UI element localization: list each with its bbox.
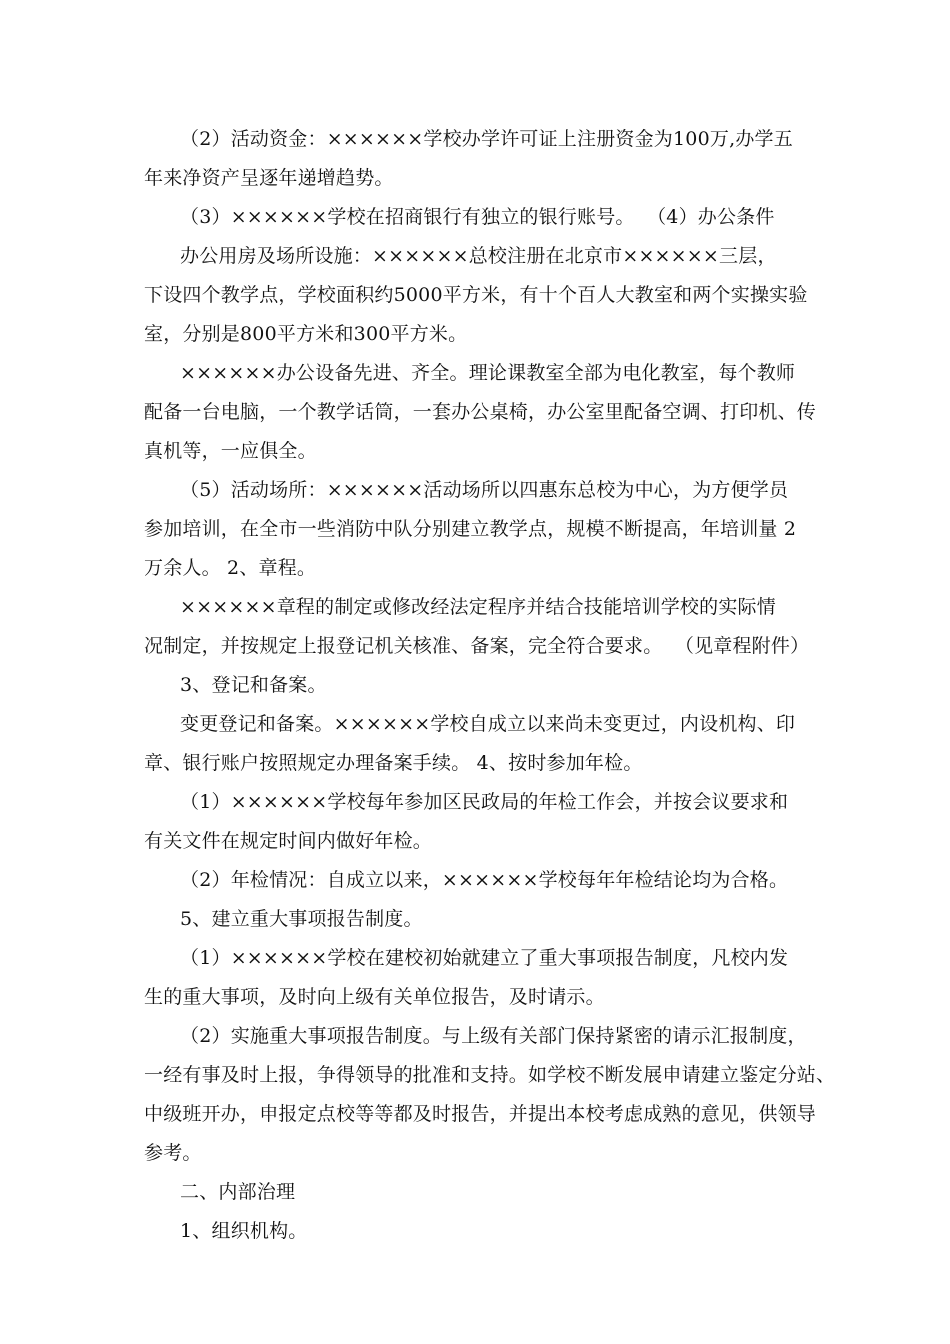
- text-line: （2）活动资金：××××××学校办学许可证上注册资金为100万,办学五: [180, 128, 793, 150]
- text-line: 办公用房及场所设施：××××××总校注册在北京市××××××三层，: [180, 245, 777, 267]
- text-line: 章、银行账户按照规定办理备案手续。 4、按时参加年检。: [144, 752, 643, 774]
- text-line: 参考。: [144, 1142, 202, 1164]
- text-line: （1）××××××学校在建校初始就建立了重大事项报告制度，凡校内发: [180, 947, 789, 969]
- text-line: 生的重大事项，及时向上级有关单位报告，及时请示。: [144, 986, 605, 1008]
- text-line: （3）××××××学校在招商银行有独立的银行账号。 （4）办公条件: [180, 206, 775, 228]
- text-line: ××××××章程的制定或修改经法定程序并结合技能培训学校的实际情: [180, 596, 776, 618]
- text-line: （2）实施重大事项报告制度。与上级有关部门保持紧密的请示汇报制度，: [180, 1025, 807, 1047]
- text-line: ××××××办公设备先进、齐全。理论课教室全部为电化教室，每个教师: [180, 362, 796, 384]
- text-line: 况制定，并按规定上报登记机关核准、备案，完全符合要求。 （见章程附件）: [144, 635, 810, 657]
- text-line: 3、登记和备案。: [180, 674, 327, 696]
- text-line: 真机等，一应俱全。: [144, 440, 317, 462]
- text-line: 一经有事及时上报，争得领导的批准和支持。如学校不断发展申请建立鉴定分站、: [144, 1064, 836, 1086]
- text-line: 万余人。 2、章程。: [144, 557, 317, 579]
- text-line: 年来净资产呈逐年递增趋势。: [144, 167, 394, 189]
- text-line: （2）年检情况：自成立以来，××××××学校每年年检结论均为合格。: [180, 869, 789, 891]
- text-line: 5、建立重大事项报告制度。: [180, 908, 423, 930]
- text-line: 室，分别是800平方米和300平方米。: [144, 323, 468, 345]
- text-line: 有关文件在规定时间内做好年检。: [144, 830, 433, 852]
- text-line: 变更登记和备案。××××××学校自成立以来尚未变更过，内设机构、印: [180, 713, 796, 735]
- text-line: （5）活动场所：××××××活动场所以四惠东总校为中心，为方便学员: [180, 479, 789, 501]
- section-heading: 二、内部治理: [180, 1181, 296, 1203]
- text-line: 下设四个教学点，学校面积约5000平方米，有十个百人大教室和两个实操实验: [144, 284, 808, 306]
- text-line: 参加培训，在全市一些消防中队分别建立教学点，规模不断提高，年培训量 2: [144, 518, 797, 540]
- text-line: （1）××××××学校每年参加区民政局的年检工作会，并按会议要求和: [180, 791, 789, 813]
- subsection-heading: 1、组织机构。: [180, 1220, 308, 1242]
- text-line: 中级班开办，申报定点校等等都及时报告，并提出本校考虑成熟的意见，供领导: [144, 1103, 817, 1125]
- text-line: 配备一台电脑，一个教学话筒，一套办公桌椅，办公室里配备空调、打印机、传: [144, 401, 817, 423]
